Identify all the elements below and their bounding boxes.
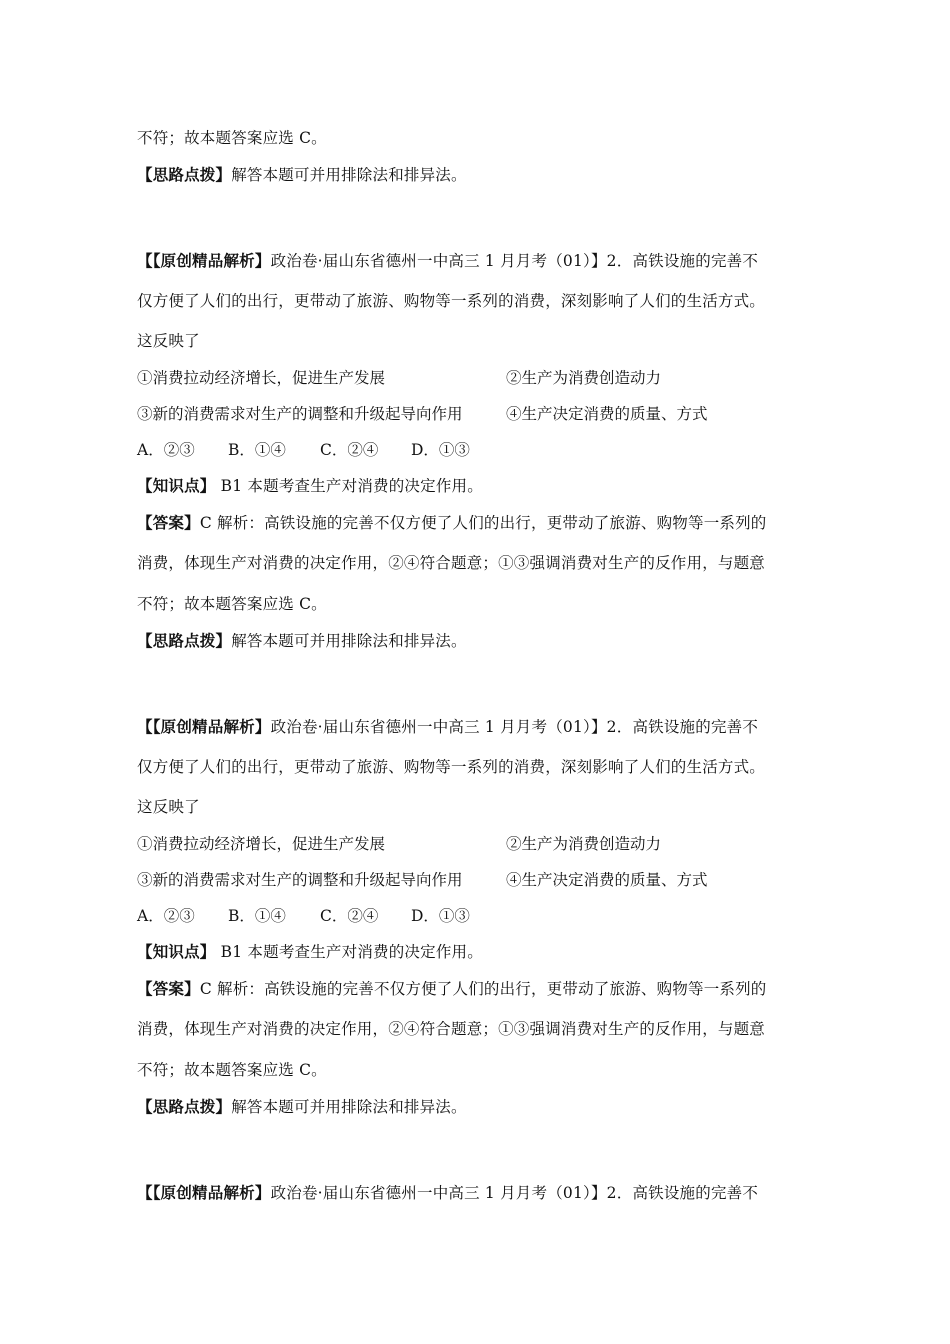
option-1: ①消费拉动经济增长，促进生产发展 bbox=[137, 369, 386, 387]
question-source-tag: 【【原创精品解析】 bbox=[137, 717, 271, 736]
tip-line bbox=[137, 1097, 467, 1117]
choice-b: B．①④ bbox=[228, 907, 286, 925]
answer-text: C 解析：高铁设施的完善不仅方便了人们的出行，更带动了旅游、购物等一系列的 bbox=[199, 980, 767, 998]
question-source-tag: 【【原创精品解析】 bbox=[137, 1183, 271, 1202]
choice-d: D．①③ bbox=[411, 907, 470, 925]
choice-b: B．①④ bbox=[228, 441, 286, 459]
tip-line bbox=[137, 165, 467, 185]
answer-tag: 【答案】 bbox=[137, 979, 200, 998]
question-header bbox=[137, 251, 758, 271]
answer-line: 消费，体现生产对消费的决定作用，②④符合题意；①③强调消费对生产的反作用，与题意 bbox=[137, 1020, 766, 1038]
answer-line: 消费，体现生产对消费的决定作用，②④符合题意；①③强调消费对生产的反作用，与题意 bbox=[137, 554, 766, 572]
question-source-text: 政治卷·届山东省德州一中高三 1 月月考（01）】2．高铁设施的完善不 bbox=[270, 252, 759, 270]
choice-a: A．②③ bbox=[137, 907, 195, 925]
question-source-text: 政治卷·届山东省德州一中高三 1 月月考（01）】2．高铁设施的完善不 bbox=[270, 718, 759, 736]
option-1: ①消费拉动经济增长，促进生产发展 bbox=[137, 835, 386, 853]
question-source-tag: 【【原创精品解析】 bbox=[137, 251, 271, 270]
option-3: ③新的消费需求对生产的调整和升级起导向作用 bbox=[137, 405, 463, 423]
choice-c: C．②④ bbox=[320, 907, 379, 925]
knowledge-tag: 【知识点】 bbox=[137, 476, 216, 495]
tip-tag: 【思路点拨】 bbox=[137, 1097, 232, 1116]
option-4: ④生产决定消费的质量、方式 bbox=[506, 871, 708, 889]
answer-line bbox=[137, 513, 767, 533]
tip-text: 解答本题可并用排除法和排异法。 bbox=[231, 166, 467, 184]
tip-tag: 【思路点拨】 bbox=[137, 165, 232, 184]
question-stem-line: 这反映了 bbox=[137, 798, 200, 816]
question-header bbox=[137, 717, 758, 737]
answer-line: 不符；故本题答案应选 C。 bbox=[137, 1061, 327, 1079]
option-2: ②生产为消费创造动力 bbox=[506, 835, 662, 853]
question-stem-line: 仅方便了人们的出行，更带动了旅游、购物等一系列的消费，深刻影响了人们的生活方式。 bbox=[137, 758, 766, 776]
question-source-text: 政治卷·届山东省德州一中高三 1 月月考（01）】2．高铁设施的完善不 bbox=[270, 1184, 759, 1202]
question-stem-line: 仅方便了人们的出行，更带动了旅游、购物等一系列的消费，深刻影响了人们的生活方式。 bbox=[137, 292, 766, 310]
choice-c: C．②④ bbox=[320, 441, 379, 459]
question-header bbox=[137, 1183, 758, 1203]
option-2: ②生产为消费创造动力 bbox=[506, 369, 662, 387]
knowledge-tag: 【知识点】 bbox=[137, 942, 216, 961]
knowledge-line bbox=[137, 942, 483, 962]
answer-tag: 【答案】 bbox=[137, 513, 200, 532]
knowledge-text: B1 本题考查生产对消费的决定作用。 bbox=[215, 943, 483, 961]
knowledge-line bbox=[137, 476, 483, 496]
option-3: ③新的消费需求对生产的调整和升级起导向作用 bbox=[137, 871, 463, 889]
choice-d: D．①③ bbox=[411, 441, 470, 459]
answer-line: 不符；故本题答案应选 C。 bbox=[137, 595, 327, 613]
tip-line bbox=[137, 631, 467, 651]
answer-text: C 解析：高铁设施的完善不仅方便了人们的出行，更带动了旅游、购物等一系列的 bbox=[199, 514, 767, 532]
knowledge-text: B1 本题考查生产对消费的决定作用。 bbox=[215, 477, 483, 495]
option-4: ④生产决定消费的质量、方式 bbox=[506, 405, 708, 423]
choice-a: A．②③ bbox=[137, 441, 195, 459]
tip-text: 解答本题可并用排除法和排异法。 bbox=[231, 1098, 467, 1116]
tip-tag: 【思路点拨】 bbox=[137, 631, 232, 650]
question-stem-line: 这反映了 bbox=[137, 332, 200, 350]
answer-line bbox=[137, 979, 767, 999]
answer-continuation: 不符；故本题答案应选 C。 bbox=[137, 129, 327, 147]
tip-text: 解答本题可并用排除法和排异法。 bbox=[231, 632, 467, 650]
